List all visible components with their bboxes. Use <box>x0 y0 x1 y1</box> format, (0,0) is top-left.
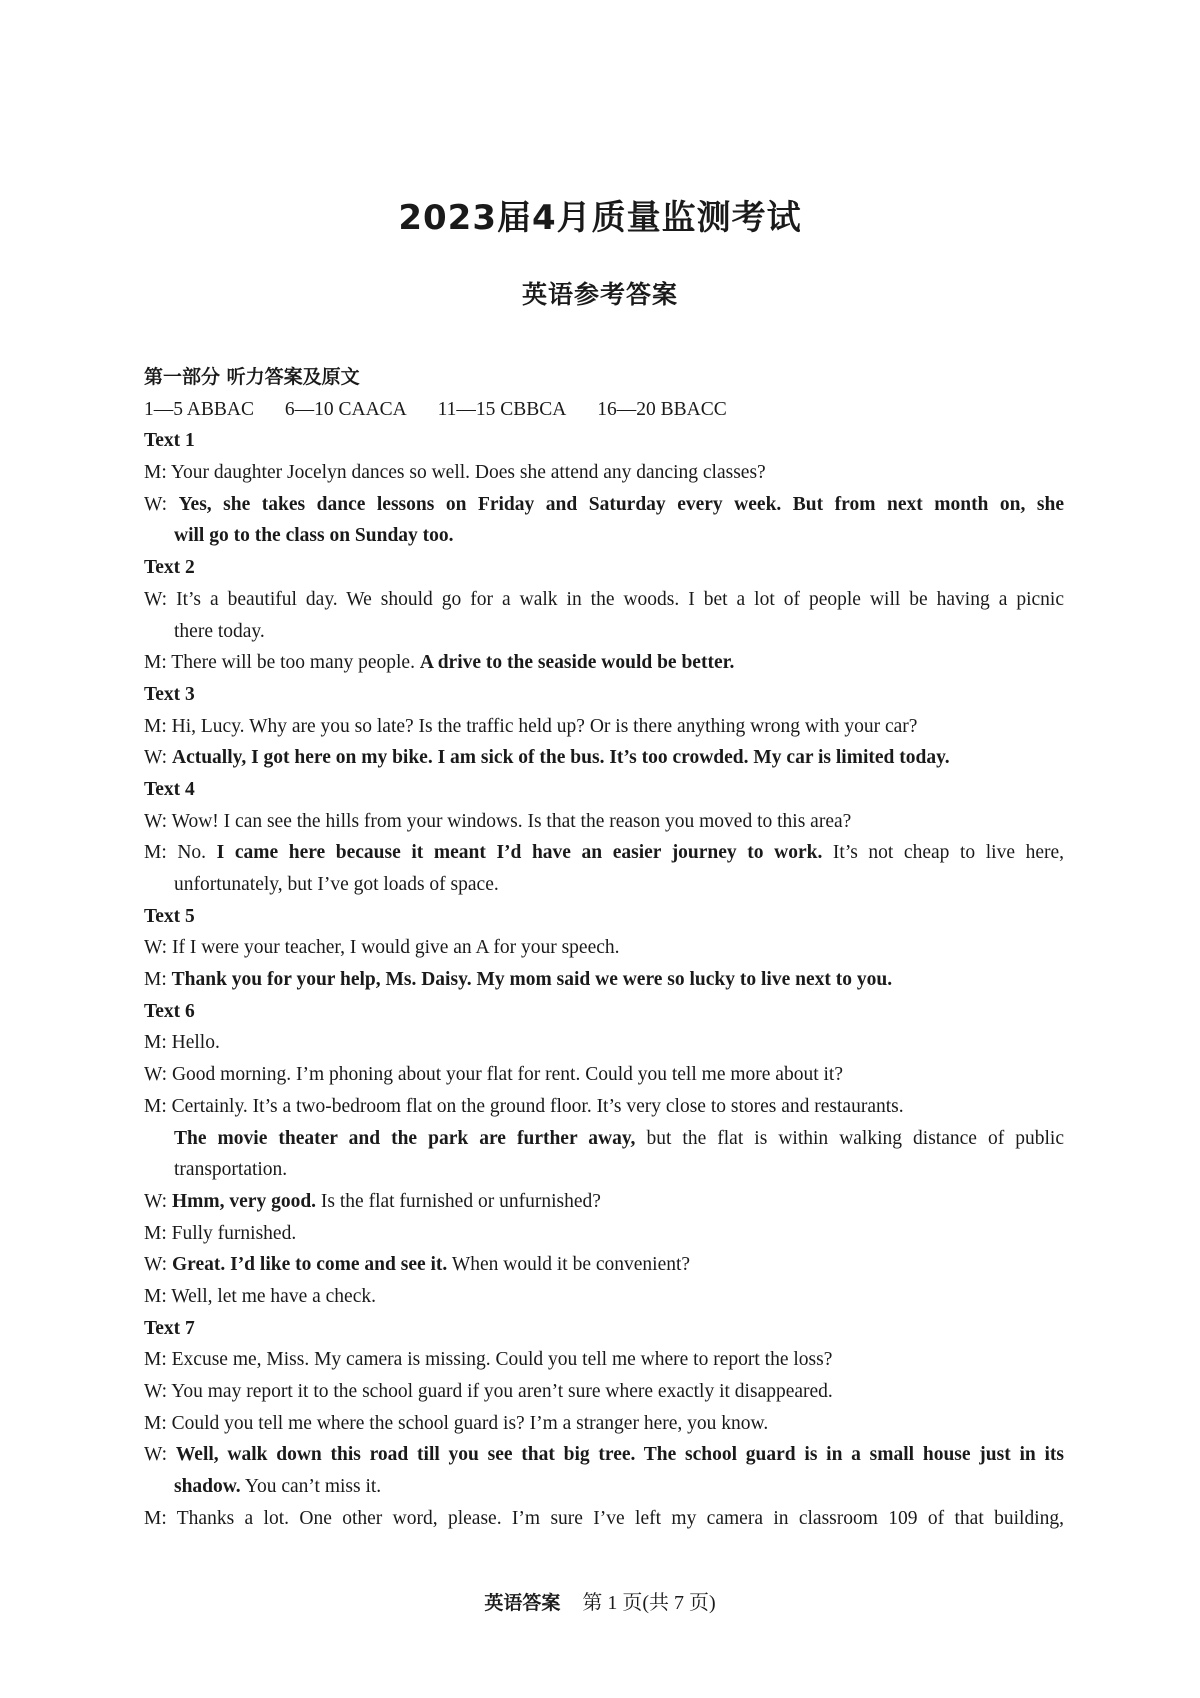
dialogue-line: M: No. I came here because it meant I’d have an easier journey to work. It’s not cheap to live here, <box>144 842 1065 864</box>
dialogue-line-continued: there today. <box>174 620 265 642</box>
dialogue-line: M: Hi, Lucy. Why are you so late? Is the traffic held up? Or is there anything wrong with your car? <box>144 715 918 737</box>
answer-highlight: The movie theater and the park are further away, <box>174 1127 636 1149</box>
dialogue-line: M: There will be too many people. A drive to the seaside would be better. <box>144 652 735 674</box>
dialogue-line: M: Your daughter Jocelyn dances so well. Does she attend any dancing classes? <box>144 462 766 484</box>
dialogue-line: M: Thanks a lot. One other word, please. I’m sure I’ve left my camera in classroom 109 of that building, <box>144 1507 1064 1529</box>
text-heading: Text 2 <box>144 557 195 579</box>
answer-key <box>144 394 1064 426</box>
dialogue-line: W: It’s a beautiful day. We should go for a walk in the woods. I bet a lot of people will be having a picnic <box>144 588 1064 610</box>
text-heading: Text 5 <box>144 905 195 927</box>
dialogue-line: W: Great. I’d like to come and see it. When would it be convenient? <box>144 1254 691 1276</box>
answer-group: 16—20 BBACC <box>597 398 727 420</box>
page-number: 第 1 页(共 7 页) <box>582 1592 716 1614</box>
answer-highlight: A drive to the seaside would be better. <box>419 652 735 674</box>
answer-group: 1—5 ABBAC <box>144 398 254 420</box>
answer-highlight: Yes, she takes dance lessons on Friday and Saturday every week. But from next month on, she <box>178 493 1064 515</box>
answer-highlight: Hmm, very good. <box>171 1190 317 1212</box>
answer-highlight: I came here because it meant I’d have an easier journey to work. <box>216 842 823 864</box>
document-title: 2023届4月质量监测考试 <box>398 198 802 238</box>
dialogue-line-continued: unfortunately, but I’ve got loads of space. <box>174 874 499 895</box>
document-body <box>144 362 1064 1534</box>
dialogue-line: M: Certainly. It’s a two-bedroom flat on the ground floor. It’s very close to stores and restaurants. <box>144 1095 904 1117</box>
answer-highlight: Great. I’d like to come and see it. <box>171 1254 448 1276</box>
dialogue-line-continued: transportation. <box>174 1159 288 1181</box>
dialogue-line-continued: The movie theater and the park are further away, but the flat is within walking distance of public <box>174 1127 1064 1149</box>
dialogue-line: W: Well, walk down this road till you see that big tree. The school guard is in a small house just in its <box>144 1444 1064 1466</box>
dialogue-line: W: Wow! I can see the hills from your windows. Is that the reason you moved to this area? <box>144 810 852 832</box>
dialogue-line: W: Hmm, very good. Is the flat furnished or unfurnished? <box>144 1190 601 1212</box>
answer-group: 6—10 CAACA <box>284 398 407 420</box>
page-footer <box>0 1586 1200 1615</box>
dialogue-line: M: Could you tell me where the school guard is? I’m a stranger here, you know. <box>144 1412 769 1434</box>
document-subtitle: 英语参考答案 <box>521 280 678 309</box>
dialogue-line: W: Good morning. I’m phoning about your flat for rent. Could you tell me more about it? <box>144 1064 843 1086</box>
dialogue-line: M: Hello. <box>144 1032 220 1054</box>
answer-group: 11—15 CBBCA <box>437 398 567 420</box>
text-heading: Text 7 <box>144 1317 195 1339</box>
text-heading: Text 1 <box>144 430 195 452</box>
dialogue-line-continued <box>144 520 1064 552</box>
text-heading: Text 3 <box>144 683 195 705</box>
text-heading: Text 4 <box>144 778 195 800</box>
dialogue-line: W: You may report it to the school guard if you aren’t sure where exactly it disappeared. <box>144 1381 833 1402</box>
answer-highlight: shadow. <box>174 1476 241 1498</box>
dialogue-line: W: Yes, she takes dance lessons on Friday and Saturday every week. But from next month on, she <box>144 493 1064 515</box>
answer-highlight: Well, walk down this road till you see that big tree. The school guard is in a small house just in its <box>175 1444 1064 1466</box>
dialogue-line: M: Fully furnished. <box>144 1222 297 1244</box>
answer-highlight: Thank you for your help, Ms. Daisy. My mom said we were so lucky to live next to you. <box>171 969 893 991</box>
section-heading: 第一部分 听力答案及原文 <box>144 366 360 388</box>
text-heading: Text 6 <box>144 1000 195 1022</box>
dialogue-line: M: Well, let me have a check. <box>144 1285 376 1307</box>
dialogue-line: M: Thank you for your help, Ms. Daisy. My mom said we were so lucky to live next to you. <box>144 969 893 991</box>
answer-highlight: will go to the class on Sunday too. <box>174 525 454 547</box>
footer-label: 英语答案 <box>484 1592 561 1614</box>
dialogue-line: W: If I were your teacher, I would give an A for your speech. <box>144 937 620 959</box>
answer-highlight: Actually, I got here on my bike. I am sick of the bus. It’s too crowded. My car is limited today. <box>171 747 950 769</box>
dialogue-line: M: Excuse me, Miss. My camera is missing. Could you tell me where to report the loss? <box>144 1349 833 1371</box>
dialogue-line: W: Actually, I got here on my bike. I am sick of the bus. It’s too crowded. My car is limited today. <box>144 747 950 769</box>
dialogue-line-continued: shadow. You can’t miss it. <box>174 1476 382 1498</box>
